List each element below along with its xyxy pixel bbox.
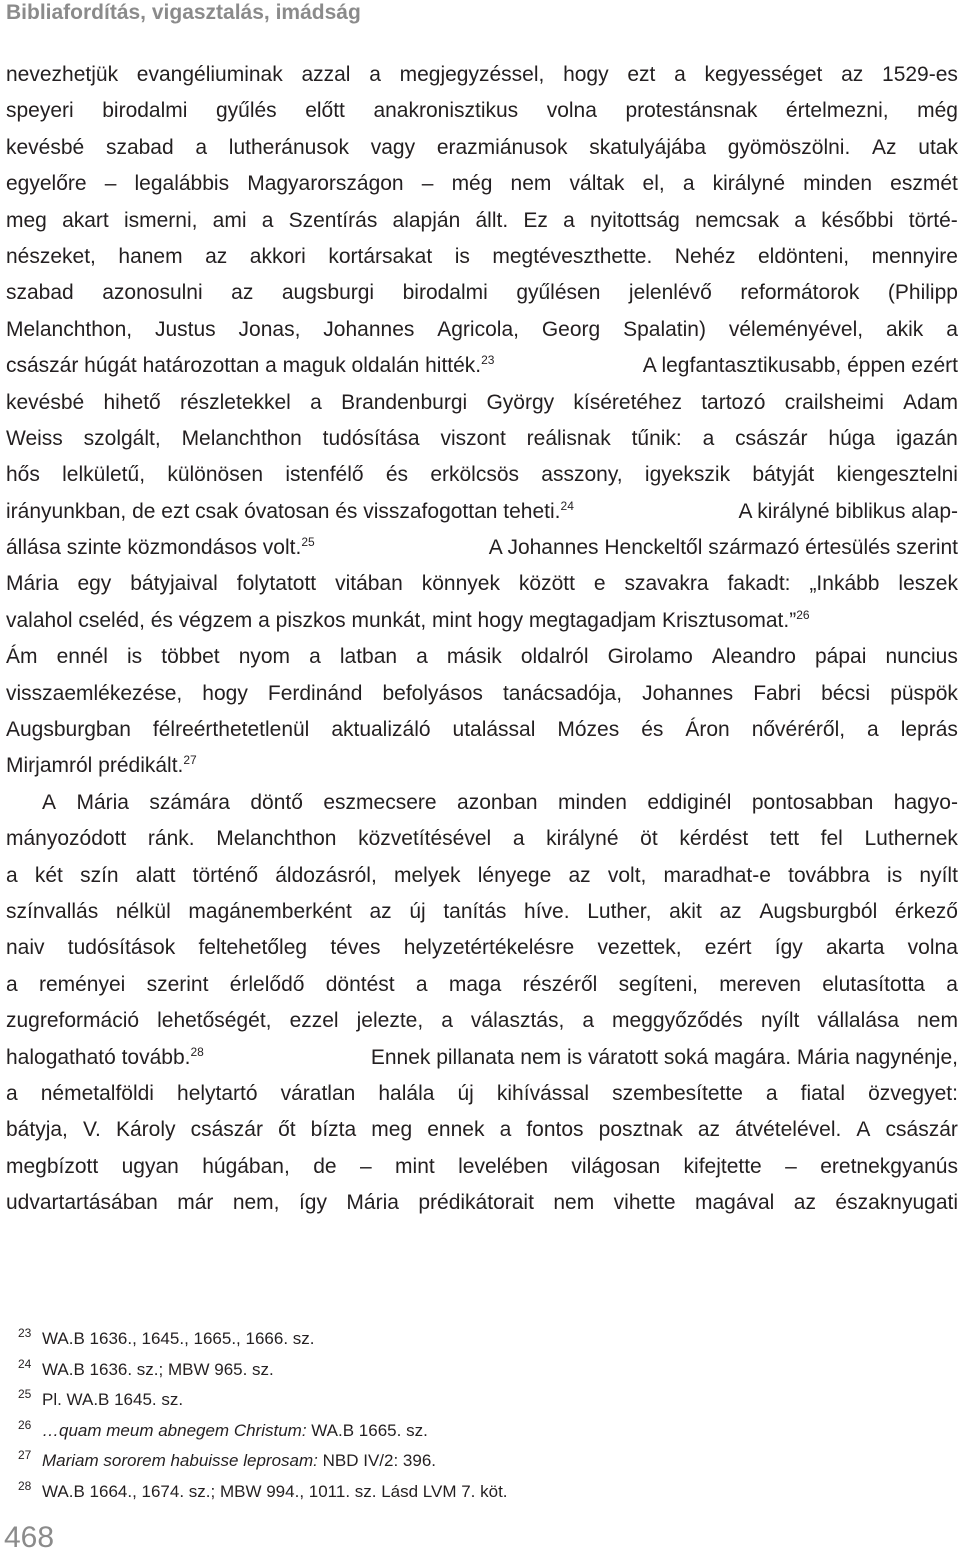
footnote-ref-25[interactable]: 25: [301, 535, 315, 550]
text-line: kevésbé szabad a lutheránusok vagy erazmiánusok skatulyájába gyömöszölni. Az utak: [6, 135, 958, 159]
footnote-ref-27[interactable]: 27: [183, 753, 197, 768]
text-line: egyelőre – legalábbis Magyarországon – még nem váltak el, a királyné minden eszmét: [6, 172, 958, 196]
text-line: császár húgát határozottan a maguk oldalán hitték.$^{23}$ A legfantasztikusabb, éppen ezért: [6, 353, 958, 378]
text-line: kevésbé hihető részletekkel a Brandenburgi György kíséretéhez tartozó crailsheimi Adam: [6, 390, 958, 414]
text-line: nészeket, hanem az akkori kortársakat is megtéveszthette. Nehéz eldönteni, mennyire: [6, 244, 958, 268]
footnote: 28 WA.B 1664., 1674. sz.; MBW 994., 1011. sz. Lásd LVM 7. köt.: [0, 1479, 960, 1510]
footnote-number: 26: [18, 1417, 32, 1432]
text-line: megbízott ugyan húgában, de – mint levelében világosan kifejtette – eretnekgyanús: [6, 1154, 958, 1178]
text-line: udvartartásában már nem, így Mária prédikátorait nem vihette magával az északnyugati: [6, 1191, 958, 1215]
text-line: halogatható tovább.$^{28}$ Ennek pillanata nem is váratott soká magára. Mária nagynénje,: [6, 1044, 958, 1069]
text-line: a két szín alatt történő áldozásról, melyek lényege az volt, maradhat-e továbbra is nyílt: [6, 863, 958, 887]
footnote-number: 28: [18, 1478, 32, 1493]
text-line: irányunkban, de ezt csak óvatosan és visszafogottan teheti.$^{24}$ A királyné biblikus alap-: [6, 498, 958, 523]
text-line: szabad azonosulni az augsburgi birodalmi gyűlésen jelenlévő reformátorok (Philipp: [6, 281, 958, 305]
text-line: speyeri birodalmi gyűlés előtt anakronisztikus volna protestánsnak értelmezni, még: [6, 99, 958, 123]
text-line: hős lelkületű, különösen istenfélő és erkölcsös asszony, igyekszik bátyját kiengesztelni: [6, 463, 958, 487]
body-text: [6, 57, 958, 1222]
footnote: 25 Pl. WA.B 1645. sz.: [0, 1387, 960, 1418]
text-line: mányozódott ránk. Melanchthon közvetítésével a királyné öt kérdést tett fel Luthernek: [6, 827, 958, 851]
text-line: Ám ennél is többet nyom a latban a másik oldalról Girolamo Aleandro pápai nuncius: [6, 645, 958, 669]
text-line: a reményei szerint érlelődő döntést a maga részéről segíteni, mereven elutasította a: [6, 972, 958, 996]
page-number: 468: [4, 1521, 55, 1554]
text-line: színvallás nélkül magánemberként az új tanítás híve. Luther, akit az Augsburgból érkező: [6, 899, 958, 923]
footnote-number: 25: [18, 1387, 32, 1401]
text-line: naiv tudósítások feltehetőleg téves helyzetértékelésre vezettek, ezért így akarta volna: [6, 936, 958, 960]
footnote-ref-23[interactable]: 23: [481, 353, 495, 368]
running-head: Bibliafordítás, vigasztalás, imádság: [6, 1, 361, 24]
footnote-ref-28[interactable]: 28: [190, 1044, 204, 1059]
text-line: Augsburgban félreérthetetlenül aktualizáló utalással Mózes és Áron nővéréről, a leprás: [6, 718, 958, 742]
text-line: Weiss szolgált, Melanchthon tudósítása viszont reálisnak tűnik: a császár húga igazán: [6, 426, 958, 450]
text-line: bátyja, V. Károly császár őt bízta meg ennek a fontos posztnak az átvételével. A császár: [6, 1118, 958, 1142]
footnotes: [0, 1326, 960, 1509]
text-line: nevezhetjük evangéliuminak azzal a megjegyzéssel, hogy ezt a kegyességet az 1529-es: [6, 63, 958, 86]
text-line: valahol cseléd, és végzem a piszkos munkát, mint hogy megtagadjam Krisztusomat.”$^{26}$: [6, 607, 810, 632]
footnote: 23 WA.B 1636., 1645., 1665., 1666. sz.: [0, 1326, 960, 1357]
text-line: Mária egy bátyjaival folytatott vitában könnyek között e szavakra fakadt: „Inkább leszek: [6, 572, 958, 596]
text-line: Mirjamról prédikált.$^{27}$: [6, 753, 197, 778]
text-line: Melanchthon, Justus Jonas, Johannes Agricola, Georg Spalatin) véleményével, akik a: [6, 317, 958, 341]
footnote-ref-26[interactable]: 26: [796, 607, 810, 622]
footnote-number: 27: [18, 1448, 32, 1462]
text-line: zugreformáció lehetőségét, ezzel jelezte, a választás, a meggyőződés nyílt vállalása nem: [6, 1009, 958, 1033]
footnote: 24 WA.B 1636. sz.; MBW 965. sz.: [0, 1357, 960, 1388]
footnote: 26 …quam meum abnegem Christum: WA.B 1665. sz.: [0, 1418, 960, 1449]
text-line: állása szinte közmondásos volt.$^{25}$ A Johannes Henckeltől származó értesülés szerint: [6, 535, 958, 560]
text-line: meg akart ismerni, ami a Szentírás alapján állt. Ez a nyitottság nemcsak a későbbi törté-: [6, 208, 958, 232]
footnote-number: 24: [18, 1356, 32, 1371]
footnote-ref-24[interactable]: 24: [560, 498, 574, 513]
footnote: 27 Mariam sororem habuisse leprosam: NBD IV/2: 396.: [0, 1448, 960, 1479]
footnote-number: 23: [18, 1326, 32, 1340]
text-line: A Mária számára döntő eszmecsere azonban minden eddiginél pontosabban hagyo-: [42, 790, 958, 814]
text-line: a németalföldi helytartó váratlan halála új kihívással szembesítette a fiatal özvegyet:: [6, 1081, 958, 1105]
text-line: visszaemlékezése, hogy Ferdinánd befolyásos tanácsadója, Johannes Fabri bécsi püspök: [6, 681, 958, 705]
